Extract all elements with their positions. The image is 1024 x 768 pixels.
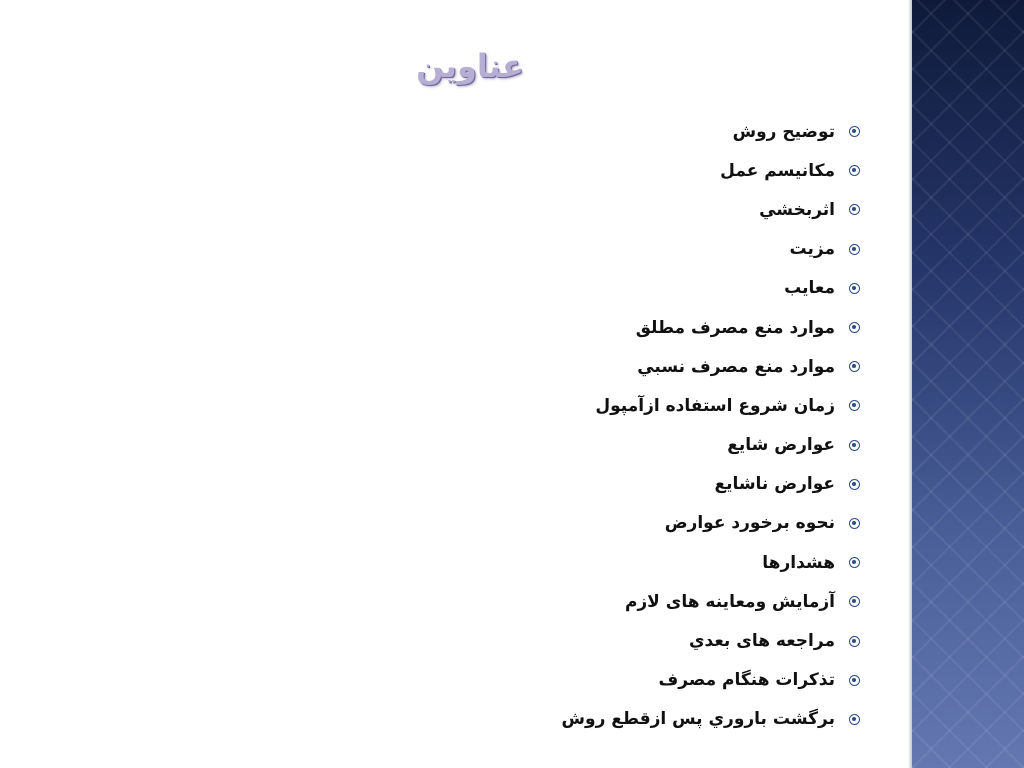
topic-item	[440, 582, 860, 621]
topic-item	[440, 700, 860, 739]
topic-item	[440, 386, 860, 425]
topic-text: مزیت	[789, 239, 835, 260]
topic-text: زمان شروع استفاده ازآمپول	[595, 395, 835, 416]
bullet-icon	[849, 204, 860, 215]
bullet-icon	[849, 596, 860, 607]
bullet-icon	[849, 518, 860, 529]
topic-item	[440, 543, 860, 582]
topic-text: آزمایش ومعاینه های لازم	[624, 591, 835, 612]
topic-item	[440, 112, 860, 151]
topic-text: معایب	[784, 278, 835, 299]
topic-item	[440, 151, 860, 190]
topic-text: هشدارها	[762, 552, 835, 573]
bullet-icon	[849, 675, 860, 686]
topic-text: موارد منع مصرف نسبي	[637, 356, 835, 377]
bullet-icon	[849, 557, 860, 568]
topic-item	[440, 621, 860, 660]
topic-item	[440, 661, 860, 700]
bullet-icon	[849, 283, 860, 294]
bullet-icon	[849, 440, 860, 451]
topic-item	[440, 269, 860, 308]
bullet-icon	[849, 244, 860, 255]
topic-item	[440, 308, 860, 347]
topic-text: مراجعه های بعدي	[688, 631, 835, 652]
topic-item	[440, 426, 860, 465]
topic-text: توضیح روش	[732, 121, 835, 142]
topic-text: عوارض ناشایع	[714, 474, 835, 495]
topic-item	[440, 504, 860, 543]
bullet-icon	[849, 361, 860, 372]
topic-text: تذکرات هنگام مصرف	[658, 670, 835, 691]
topic-text: اثربخشي	[759, 199, 835, 220]
bullet-icon	[849, 126, 860, 137]
decorative-side-panel	[912, 0, 1024, 768]
bullet-icon	[849, 714, 860, 725]
bullet-icon	[849, 400, 860, 411]
bullet-icon	[849, 322, 860, 333]
bullet-icon	[849, 636, 860, 647]
topic-text: مکانیسم عمل	[720, 160, 835, 181]
topic-text: نحوه برخورد عوارض	[664, 513, 835, 534]
slide-title: عناوین	[416, 47, 524, 85]
topic-text: برگشت باروري پس ازقطع روش	[561, 709, 835, 730]
topic-item	[440, 465, 860, 504]
bullet-icon	[849, 479, 860, 490]
bullet-icon	[849, 165, 860, 176]
topic-item	[440, 347, 860, 386]
topic-item	[440, 230, 860, 269]
topic-list	[440, 112, 860, 739]
topic-text: عوارض شایع	[727, 435, 835, 456]
topic-item	[440, 190, 860, 229]
topic-text: موارد منع مصرف مطلق	[635, 317, 835, 338]
